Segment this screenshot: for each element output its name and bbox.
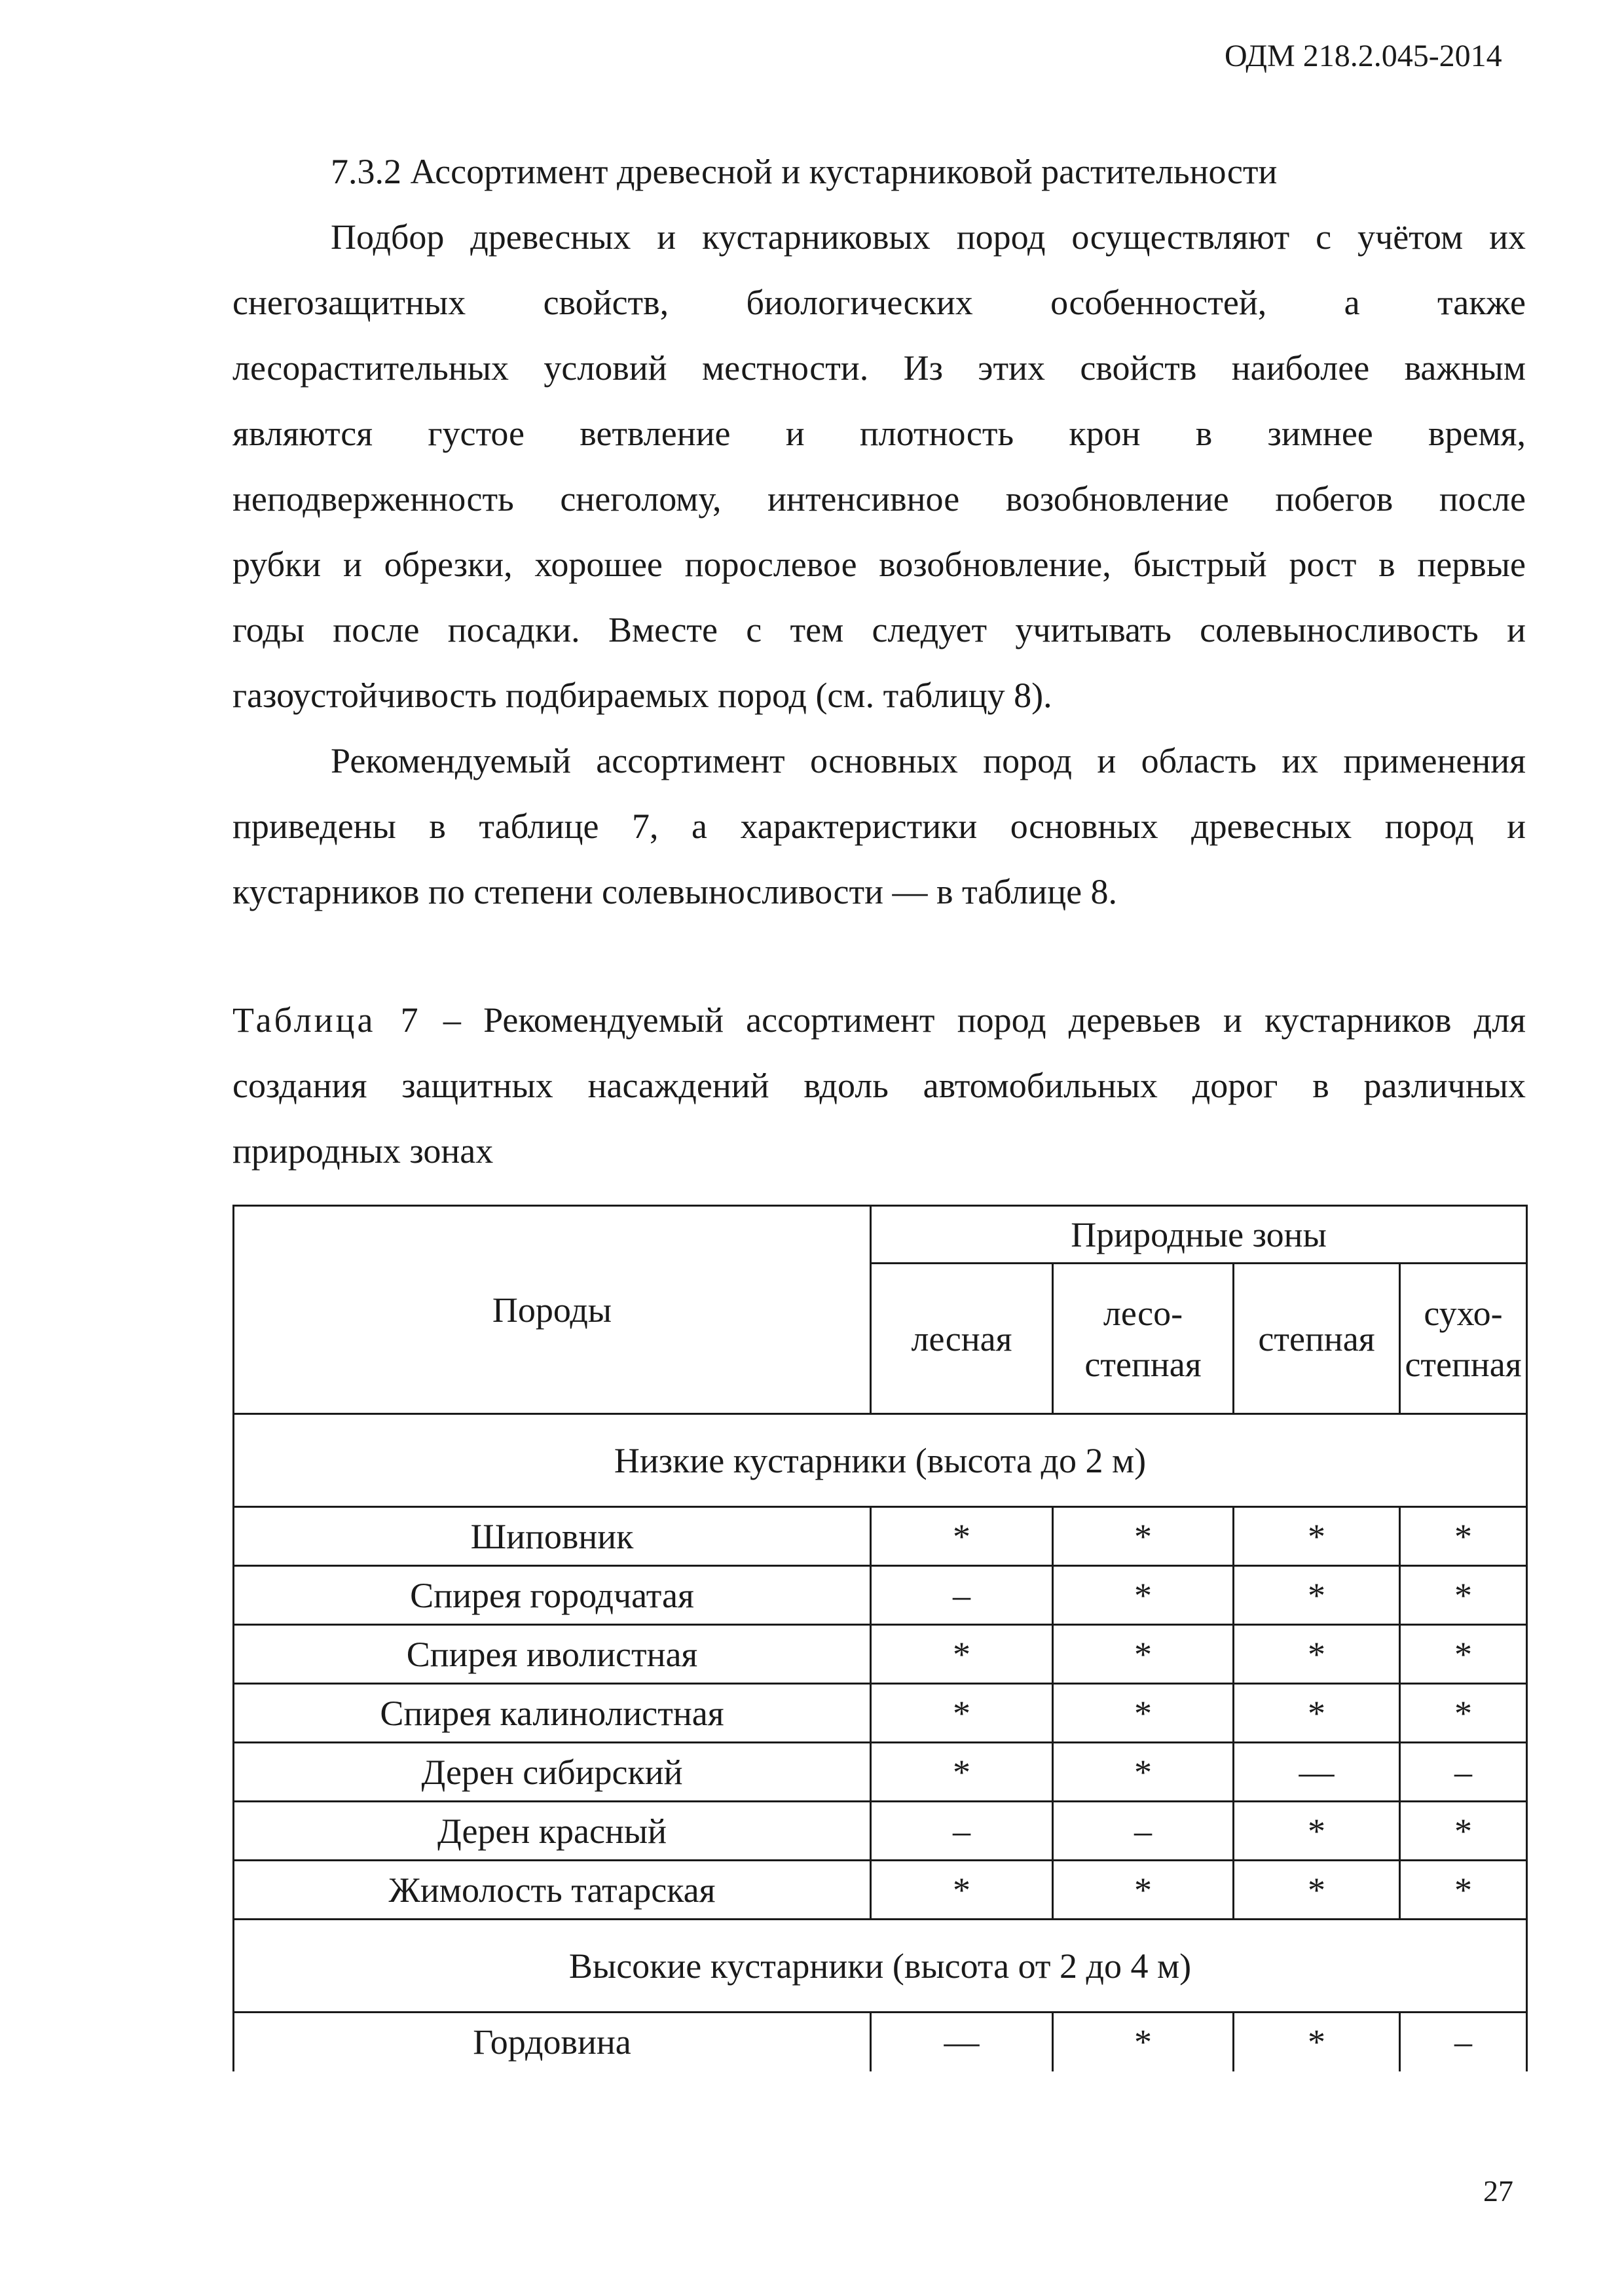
species-name: Дерен сибирский: [234, 1743, 871, 1802]
table-caption-label: Таблица 7: [232, 1000, 421, 1040]
zone-value: *: [1053, 1566, 1234, 1625]
paragraph-2: [232, 728, 1526, 924]
table-caption-text: природных зонах: [232, 1131, 494, 1171]
text-line: являются густое ветвление и плотность крон в зимнее время,: [232, 414, 1526, 453]
table-caption-text: создания защитных насаждений вдоль автомобильных дорог в различных: [232, 1066, 1526, 1105]
zone-value: *: [871, 1684, 1053, 1743]
species-name: Жимолость татарская: [234, 1861, 871, 1920]
zone-header: сухо- степная: [1400, 1264, 1527, 1414]
table-row: [234, 2013, 1527, 2071]
table-row: [234, 1743, 1527, 1802]
species-name: Спирея городчатая: [234, 1566, 871, 1625]
zone-value: *: [1400, 1566, 1527, 1625]
text-line: лесорастительных условий местности. Из этих свойств наиболее важным: [232, 348, 1526, 388]
table-row: [234, 1684, 1527, 1743]
zone-value: *: [871, 1625, 1053, 1684]
zone-value: –: [871, 1802, 1053, 1861]
section-heading: 7.3.2 Ассортимент древесной и кустарниковой растительности: [331, 152, 1278, 191]
zone-value: *: [1053, 1684, 1234, 1743]
text-line: газоустойчивость подбираемых пород (см. таблицу 8).: [232, 676, 1052, 715]
species-name: Гордовина: [234, 2013, 871, 2071]
zone-value: *: [1400, 1802, 1527, 1861]
text-line: годы после посадки. Вместе с тем следует учитывать солевыносливость и: [232, 610, 1526, 649]
zone-value: –: [1400, 1743, 1527, 1802]
zone-header: лесо- степная: [1053, 1264, 1234, 1414]
zone-value: *: [1053, 1507, 1234, 1566]
text-line: снегозащитных свойств, биологических особенностей, а также: [232, 283, 1526, 322]
zone-value: *: [1234, 1566, 1400, 1625]
text-line: неподверженность снеголому, интенсивное возобновление побегов после: [232, 479, 1526, 519]
table-caption: [232, 987, 1526, 1184]
zone-value: *: [1053, 1743, 1234, 1802]
zone-value: *: [871, 1861, 1053, 1920]
text-line: рубки и обрезки, хорошее порослевое возобновление, быстрый рост в первые: [232, 545, 1526, 584]
zone-value: *: [1400, 1684, 1527, 1743]
zone-value: —: [871, 2013, 1053, 2071]
table-row: [234, 1507, 1527, 1566]
species-table-container: [232, 1205, 1526, 2121]
zone-value: *: [1234, 1625, 1400, 1684]
column-header-zones: Природные зоны: [871, 1206, 1527, 1264]
section-text: [232, 139, 1526, 924]
column-header-species: Породы: [234, 1206, 871, 1414]
species-name: Шиповник: [234, 1507, 871, 1566]
zone-value: *: [871, 1743, 1053, 1802]
zone-value: *: [1234, 1507, 1400, 1566]
zone-value: *: [1234, 1861, 1400, 1920]
species-name: Спирея иволистная: [234, 1625, 871, 1684]
page-number: 27: [1483, 2174, 1513, 2208]
text-line: Подбор древесных и кустарниковых пород осуществляют с учётом их: [331, 217, 1526, 257]
zone-value: —: [1234, 1743, 1400, 1802]
zone-header: степная: [1234, 1264, 1400, 1414]
zone-value: –: [1053, 1802, 1234, 1861]
text-line: Рекомендуемый ассортимент основных пород и область их применения: [331, 741, 1526, 780]
table-row: [234, 1625, 1527, 1684]
section-row-title: Низкие кустарники (высота до 2 м): [234, 1414, 1527, 1507]
paragraph-1: [232, 204, 1526, 728]
table-row: [234, 1861, 1527, 1920]
zone-value: *: [1234, 1802, 1400, 1861]
text-line: приведены в таблице 7, а характеристики основных древесных пород и: [232, 807, 1526, 846]
zone-value: *: [1234, 1684, 1400, 1743]
zone-value: *: [1053, 1861, 1234, 1920]
table-caption-text: – Рекомендуемый ассортимент пород деревьев и кустарников для: [420, 1000, 1526, 1040]
zone-header: лесная: [871, 1264, 1053, 1414]
species-name: Дерен красный: [234, 1802, 871, 1861]
zone-value: *: [1053, 1625, 1234, 1684]
zone-value: –: [871, 1566, 1053, 1625]
zone-value: *: [1400, 1507, 1527, 1566]
section-row-title: Высокие кустарники (высота от 2 до 4 м): [234, 1920, 1527, 2013]
table-row: [234, 1802, 1527, 1861]
zone-value: *: [1400, 1625, 1527, 1684]
zone-value: –: [1400, 2013, 1527, 2071]
table-row: [234, 1566, 1527, 1625]
document-code: ОДМ 218.2.045-2014: [1225, 39, 1502, 73]
species-name: Спирея калинолистная: [234, 1684, 871, 1743]
zone-value: *: [871, 1507, 1053, 1566]
text-line: кустарников по степени солевыносливости — в таблице 8.: [232, 872, 1118, 911]
zone-value: *: [1053, 2013, 1234, 2071]
zone-value: *: [1400, 1861, 1527, 1920]
species-table: [232, 1205, 1528, 2071]
zone-value: *: [1234, 2013, 1400, 2071]
